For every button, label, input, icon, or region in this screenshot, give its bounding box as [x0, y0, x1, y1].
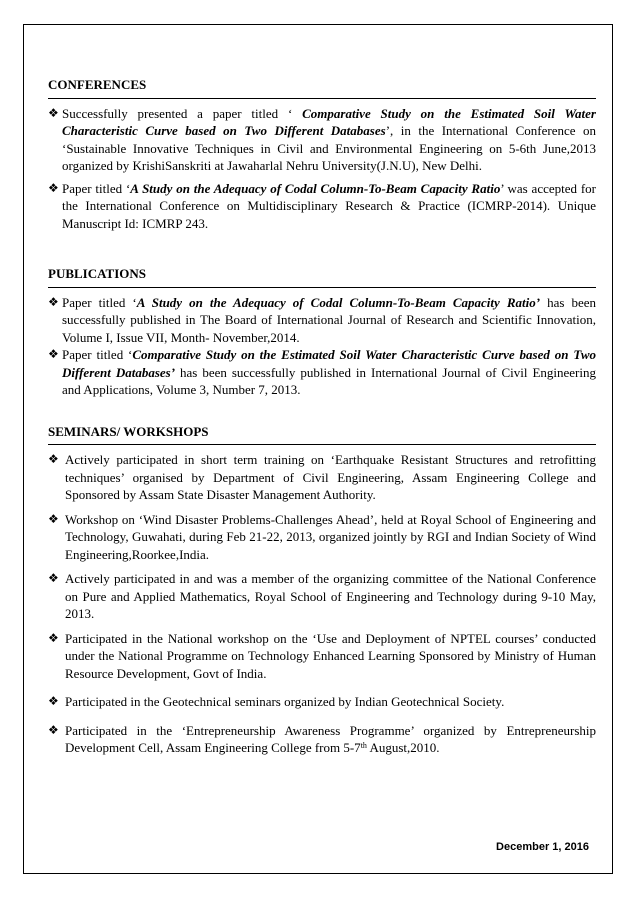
- section-heading-conferences: CONFERENCES: [48, 76, 596, 99]
- list-item: ❖ Paper titled ‘A Study on the Adequacy of Codal Column-To-Beam Capacity Ratio’ has been successfully published in The Board of International Journal of Research and Scientific Innovation, Volume I, Issue VII, Month- November,2014.: [48, 294, 596, 345]
- list-item: ❖ Participated in the National workshop on the ‘Use and Deployment of NPTEL courses’ conducted under the National Programme on Technology Enhanced Learning Sponsored by Ministry of Human Resource Development, Govt of India.: [48, 630, 596, 681]
- list-item: ❖ Paper titled ‘Comparative Study on the Estimated Soil Water Characteristic Curve based on Two Different Databases’ has been successfully published in International Journal of Civil Engineering and Applications, Volume 3, Number 7, 2013.: [48, 347, 596, 397]
- conferences-section: [48, 76, 596, 232]
- list-item: ❖ Participated in the Geotechnical seminars organized by Indian Geotechnical Society.: [48, 694, 505, 709]
- bullet-icon: ❖: [48, 180, 59, 195]
- footer-date: December 1, 2016: [496, 841, 589, 853]
- seminars-list: [48, 451, 596, 757]
- list-item: ❖ Workshop on ‘Wind Disaster Problems-Challenges Ahead’, held at Royal School of Engineering and Technology, Guwahati, during Feb 21-22, 2013, organized jointly by RGI and Indian Society of Wind Engineering,Roorkee,India.: [48, 511, 596, 562]
- bullet-icon: ❖: [48, 511, 59, 526]
- publications-list: [48, 294, 596, 399]
- bullet-icon: ❖: [48, 571, 59, 585]
- bullet-icon: ❖: [48, 694, 59, 708]
- bullet-icon: ❖: [48, 452, 59, 466]
- list-item: ❖ Participated in the ‘Entrepreneurship Awareness Programme’ organized by Entrepreneurship Development Cell, Assam Engineering College from 5-7th August,2010.: [48, 722, 596, 755]
- bullet-icon: ❖: [48, 722, 59, 737]
- bullet-icon: ❖: [48, 294, 59, 309]
- seminars-section: [48, 423, 596, 757]
- bullet-icon: ❖: [48, 105, 59, 120]
- list-item: ❖ Successfully presented a paper titled ‘ Comparative Study on the Estimated Soil Water Characteristic Curve based on Two Different Databases’, in the International Conference on ‘Sustainable Innovative Techniques in Civil and Environmental Engineering on 5-6th June,2013 organized by KrishiSanskriti at Jawaharlal Nehru University(J.N.U), New Delhi.: [48, 105, 596, 173]
- page-content: [48, 76, 596, 757]
- list-item: ❖ Actively participated in short term training on ‘Earthquake Resistant Structures and retrofitting techniques’ organised by Department of Civil Engineering, Assam Engineering College and Sponsored by Assam State Disaster Management Authority.: [48, 452, 596, 502]
- list-item: ❖ Actively participated in and was a member of the organizing committee of the National Conference on Pure and Applied Mathematics, Royal School of Engineering and Technology during 9-10 May, 2013.: [48, 571, 596, 621]
- section-heading-seminars: SEMINARS/ WORKSHOPS: [48, 423, 596, 446]
- bullet-icon: ❖: [48, 630, 59, 645]
- publications-section: [48, 265, 596, 399]
- conferences-list: [48, 105, 596, 233]
- section-heading-publications: PUBLICATIONS: [48, 265, 596, 288]
- list-item: ❖ Paper titled ‘A Study on the Adequacy of Codal Column-To-Beam Capacity Ratio’ was accepted for the International Conference on Multidisciplinary Research & Practice (ICMRP-2014). Unique Manuscript Id: ICMRP 243.: [48, 180, 596, 231]
- bullet-icon: ❖: [48, 347, 59, 361]
